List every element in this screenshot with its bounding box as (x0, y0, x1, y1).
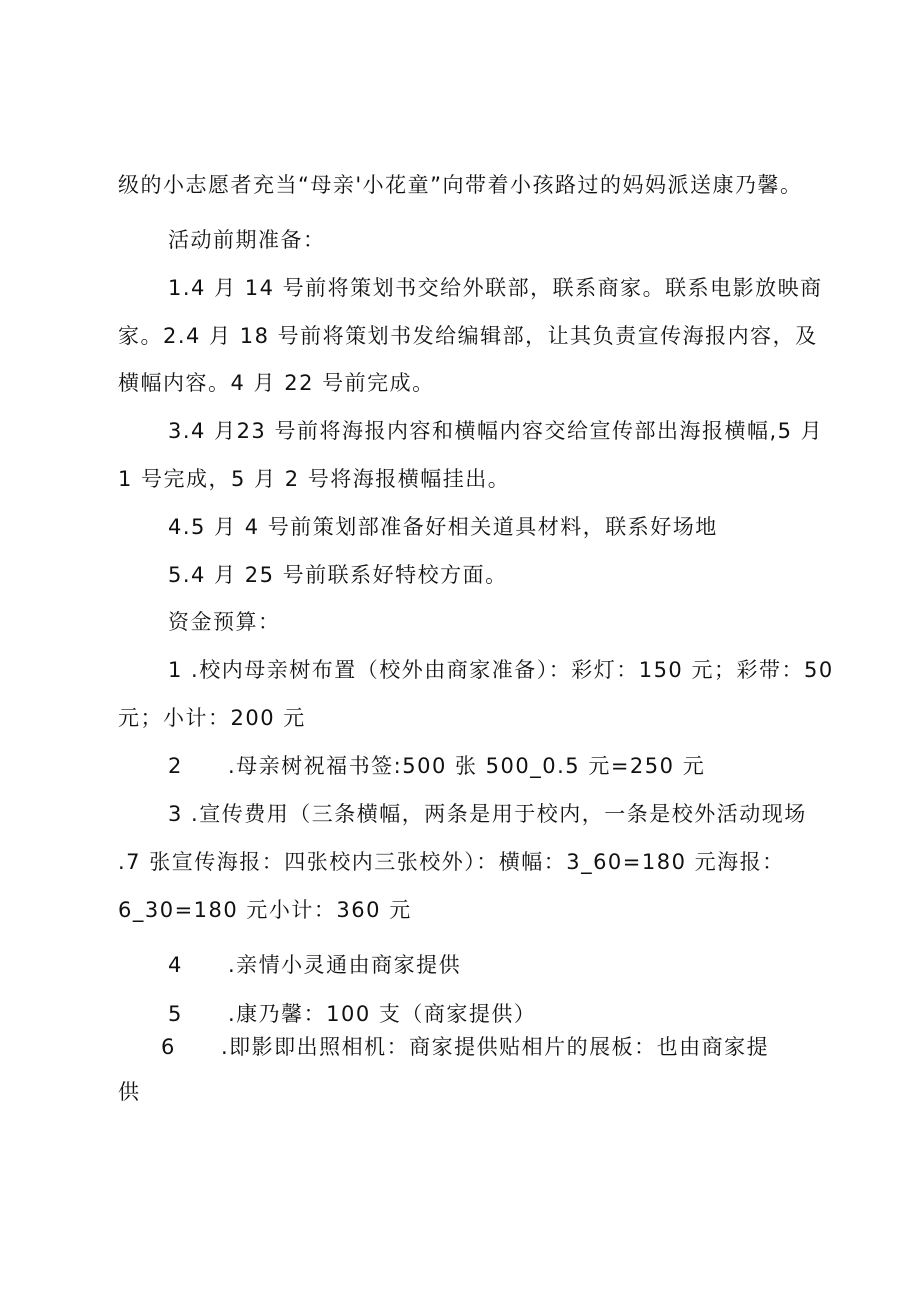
budget-item-5 (168, 999, 536, 1029)
text-line-5: 横幅内容。4 月 22 号前完成。 (118, 371, 435, 395)
text-line-6: 3.4 月23 号前将海报内容和横幅内容交给宣传部出海报横幅,5 月 (168, 419, 824, 443)
text-line-4: 家。2.4 月 18 号前将策划书发给编辑部，让其负责宣传海报内容，及 (118, 324, 818, 348)
section-heading-budget: 资金预算： (168, 610, 281, 634)
text-line-3: 1.4 月 14 号前将策划书交给外联部，联系商家。联系电影放映商 (168, 276, 823, 300)
item-number: 4 (168, 953, 183, 977)
budget-item-6 (161, 1032, 769, 1062)
item-text: .母亲树祝福书签:500 张 500_0.5 元=250 元 (228, 754, 706, 778)
text-line-9: 5.4 月 25 号前联系好特校方面。 (168, 563, 508, 587)
text-line-11: 1 .校内母亲树布置（校外由商家准备）：彩灯：150 元；彩带：50 (168, 658, 834, 682)
budget-item-2 (168, 751, 705, 781)
text-line-1: 级的小志愿者充当“母亲'小花童”向带着小孩路过的妈妈派送康乃馨。 (118, 173, 803, 197)
text-line-14: 3 .宣传费用（三条横幅，两条是用于校内，一条是校外活动现场 (168, 802, 807, 826)
item-text: .即影即出照相机：商家提供贴相片的展板：也由商家提 (221, 1035, 770, 1059)
item-number: 5 (168, 1002, 183, 1026)
text-line-15: .7 张宣传海报：四张校内三张校外）：横幅：3_60=180 元海报： (118, 850, 785, 874)
item-number: 2 (168, 754, 183, 778)
budget-item-4 (168, 950, 461, 980)
item-text: .康乃馨：100 支（商家提供） (228, 1002, 537, 1026)
item-text: .亲情小灵通由商家提供 (228, 953, 462, 977)
text-line-20: 供 (118, 1080, 141, 1104)
text-line-16: 6_30=180 元小计：360 元 (118, 898, 412, 922)
section-heading-preparation: 活动前期准备： (168, 228, 326, 252)
text-line-7: 1 号完成，5 月 2 号将海报横幅挂出。 (118, 467, 511, 491)
text-line-12: 元；小计：200 元 (118, 706, 306, 730)
text-line-8: 4.5 月 4 号前策划部准备好相关道具材料，联系好场地 (168, 515, 718, 539)
item-number: 6 (161, 1035, 176, 1059)
